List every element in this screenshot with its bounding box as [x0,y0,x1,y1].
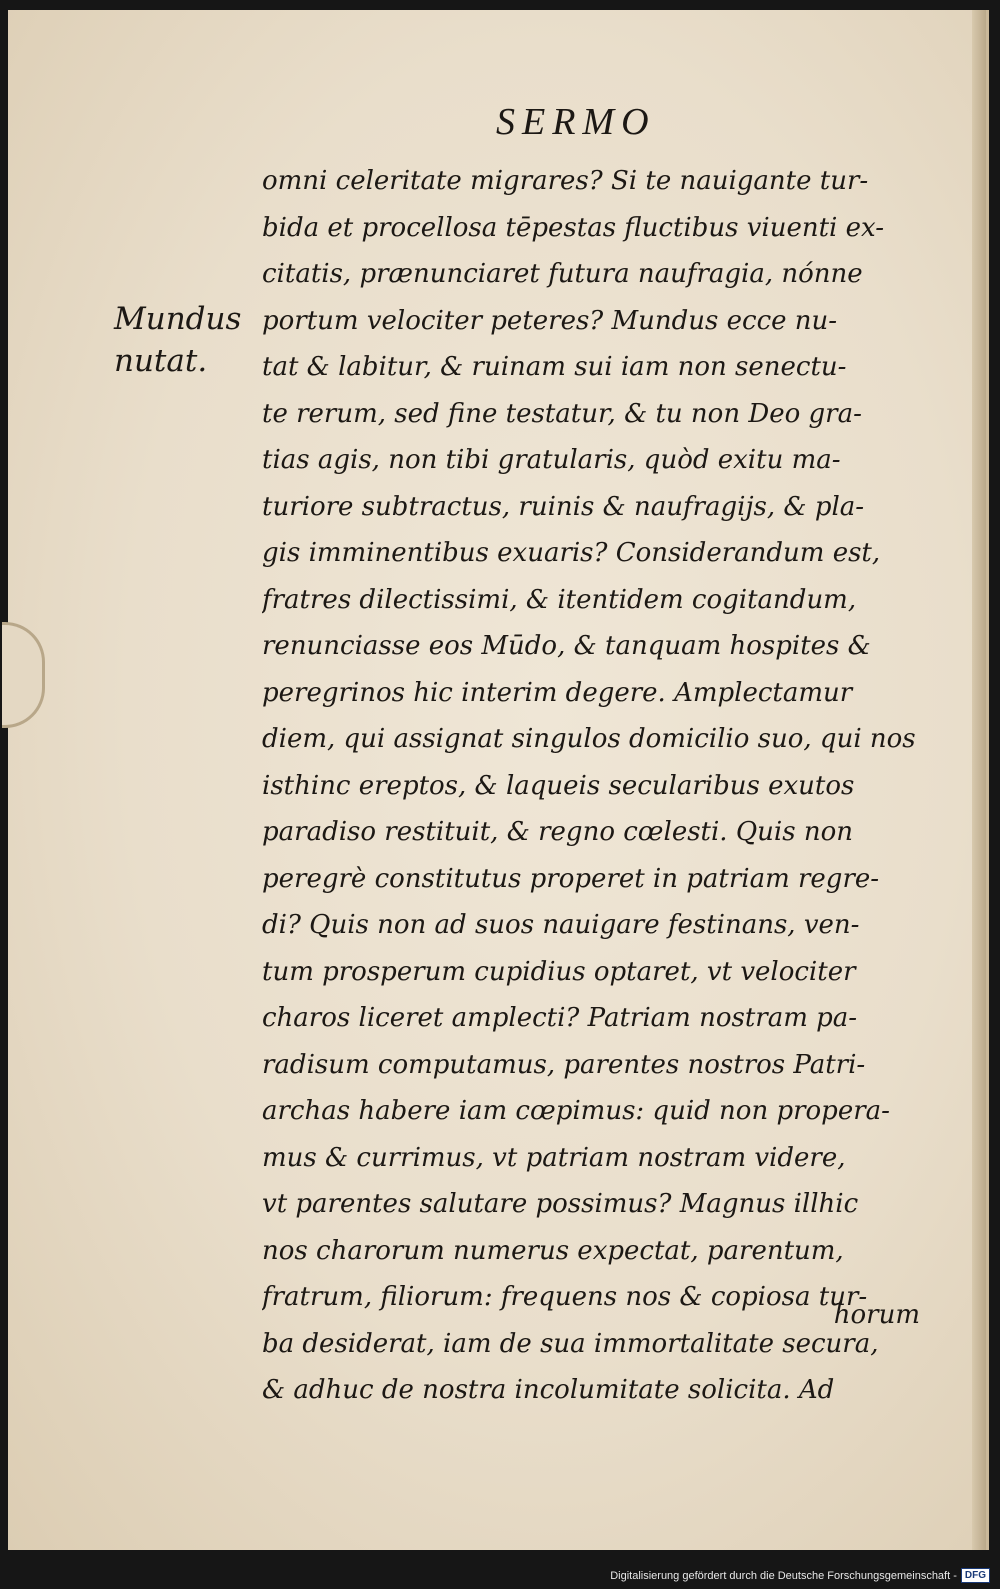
text-line: & adhuc de nostra incolumitate solicita. Ad [262,1375,835,1405]
text-line: fratres dilectissimi, & itentidem cogitandum, [262,584,857,615]
text-line: archas habere iam cœpimus: quid non propera- [262,1096,890,1126]
text-line: portum velociter peteres? Mundus ecce nu- [262,305,838,336]
text-line: isthinc ereptos, & laqueis secularibus exutos [262,770,855,801]
body-text [262,158,922,1414]
page-edge [972,10,986,1550]
page-tab-edge [2,622,45,728]
text-line: charos liceret amplecti? Patriam nostram pa- [262,1003,858,1033]
text-line: te rerum, sed fine testatur, & tu non Deo gra- [262,398,862,429]
text-line: renunciasse eos Mūdo, & tanquam hospites & [262,631,871,661]
catchword: horum [833,1300,920,1330]
text-line: bida et procellosa tēpestas fluctibus viuenti ex- [262,212,884,243]
text-line: ba desiderat, iam de sua immortalitate secura, [262,1328,879,1359]
text-line: turiore subtractus, ruinis & naufragijs, & pla- [262,491,865,522]
credit-text: Digitalisierung gefördert durch die Deutsche Forschungsgemeinschaft - [610,1569,957,1582]
text-line: diem, qui assignat singulos domicilio suo, qui nos [262,724,916,754]
text-line: gis imminentibus exuaris? Considerandum est, [262,538,881,568]
dfg-logo: DFG [961,1568,990,1583]
text-line: mus & currimus, vt patriam nostram videre, [262,1142,846,1173]
text-line: citatis, prænunciaret futura naufragia, nónne [262,259,863,289]
text-line: omni celeritate migrares? Si te nauigante tur- [262,166,869,196]
text-line: peregrè constitutus properet in patriam regre- [262,863,880,894]
text-line: peregrinos hic interim degere. Amplectamur [262,677,853,708]
text-line: tum prosperum cupidius optaret, vt velociter [262,956,856,987]
marginal-note-line: nutat. [114,343,208,379]
text-line: paradiso restituit, & regno cœlesti. Quis non [262,817,853,847]
marginal-note [114,298,264,382]
marginal-note-line: Mundus [114,301,242,337]
digitization-credit [610,1568,990,1583]
text-line: di? Quis non ad suos nauigare festinans, ven- [262,910,860,940]
text-line: tat & labitur, & ruinam sui iam non senectu- [262,352,847,382]
text-line: radisum computamus, parentes nostros Patri- [262,1049,866,1080]
text-line: nos charorum numerus expectat, parentum, [262,1235,844,1266]
text-line: vt parentes salutare possimus? Magnus illhic [262,1189,859,1219]
running-head: SERMO [496,101,656,143]
text-line: fratrum, filiorum: frequens nos & copiosa tur- [262,1282,868,1312]
text-line: tias agis, non tibi gratularis, quòd exitu ma- [262,445,841,475]
